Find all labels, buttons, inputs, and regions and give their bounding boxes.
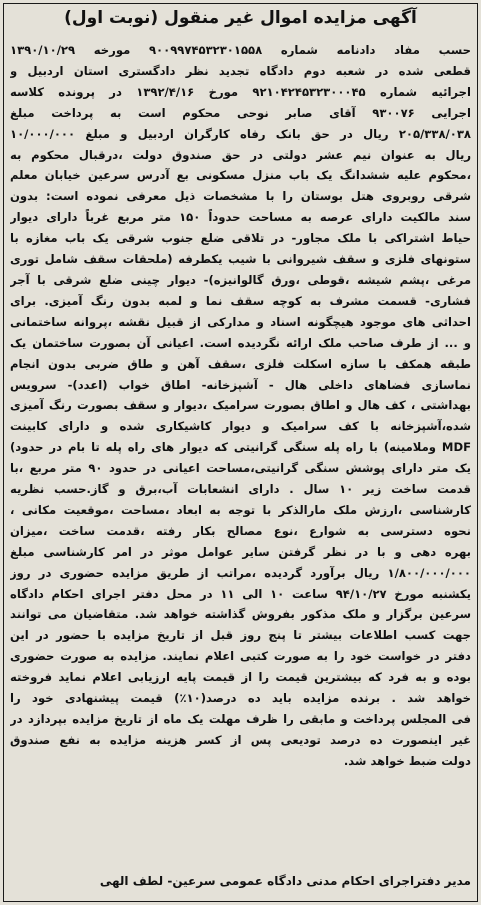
notice-line: فی المجلس پرداخت و مابقی را ظرف مهلت یک ماه از تاریخ مزایده بپردازد در <box>10 712 471 726</box>
notice-line: مرغی ،پشم شیشه ،قوطی ،ورق گالوانیزه)- دیوار چینی ضلع شرقی با آجر <box>10 272 471 287</box>
notice-line: سرعین برگزار و ملک مذکور بفروش گذاشته خواهد شد. متقاضیان می توانند <box>10 607 471 622</box>
notice-line: اجرایی ۹۳۰۰۷۶ آقای صابر نوحی محکوم است به پرداخت مبلغ <box>10 105 471 120</box>
notice-line: شده،آشپزخانه با کف سرامیک و دیوار کاشیکاری شده و دارای کابینت <box>10 419 471 434</box>
notice-signature: مدیر دفتراجرای احکام مدنی دادگاه عمومی سرعین- لطف الهی <box>99 874 471 888</box>
notice-line: قدمت ساخت زیر ۱۰ سال . دارای انشعابات آب،برق و گاز.حسب نظریه <box>10 482 471 497</box>
notice-line: دفتر در خواست خود را به صورت کتبی اعلام نمایند. مزایده به صورت حضوری <box>10 649 471 664</box>
notice-line: کارشناسی ،ارزش ملک مارالذکر با توجه به ابعاد ،مساحت ،موقعیت مکانی ، <box>10 502 471 517</box>
notice-line: ۲۰۵/۳۳۸/۰۳۸ ریال در حق بانک رفاه کارگران اردبیل و مبلغ ۱۰/۰۰۰/۰۰۰ <box>10 126 471 141</box>
notice-line: شرقی روبروی هتل بوستان را با مشخصات ذیل معرفی نموده است: بدون <box>10 189 471 204</box>
notice-line: اجرائیه شماره ۹۲۱۰۴۲۴۵۳۲۳۰۰۰۴۵ مورخ ۱۳۹۲/۴/۱۶ در پرونده کلاسه <box>10 84 471 99</box>
notice-line: غیر اینصورت ده درصد تودیعی پس از کسر هزینه مزایده به نفع صندوق <box>10 732 471 747</box>
notice-line: و ... از طرف صاحب ملک ارائه نگردیده است. اعیانی آن بصورت ساختمان یک <box>10 335 471 350</box>
notice-line: MDF وملامینه) با راه پله سنگی گرانیتی که دیوار های راه پله تا بام در حدود) <box>10 440 471 455</box>
notice-line: سند مالکیت دارای عرصه به مساحت حدوداً ۱۵۰ متر مربع غرباً دارای دیوار <box>10 210 471 225</box>
notice-line: ریال به عنوان نیم عشر دولتی در حق صندوق دولت ،درقبال محکوم به <box>10 147 471 162</box>
notice-line: احداثی های موجود هیچگونه اسناد و مدارکی از قبیل نقشه ،پروانه ساختمانی <box>10 314 471 329</box>
notice-line: طبقه همکف با سازه اسکلت فلزی ،سقف آهن و طاق ضربی بدون انجام <box>10 356 471 371</box>
notice-line: ،محکوم علیه ششدانگ یک باب منزل مسکونی بع آدرس سرعین خیابان معلم <box>10 168 471 183</box>
notice-line: ستونهای فلزی و سقف شیروانی با شیب یکطرفه (ملحقات سقف شامل توری <box>10 252 471 267</box>
notice-line: فشاری- قسمت مشرف به کوچه سقف نما و لمبه بدون رنگ آمیزی. برای <box>10 293 471 308</box>
notice-line: یک متر دارای پوشش سنگی گرانیتی،مساحت اعیانی در حدود ۹۰ متر مربع ،با <box>10 461 471 476</box>
notice-line: خواهد شد . برنده مزایده باید ده درصد(۱۰٪) قیمت پیشنهادی خود را <box>10 691 471 706</box>
notice-line: نماسازی فضاهای داخلی هال - آشپزخانه- اطاق خواب (اعدد)- سرویس <box>10 377 471 392</box>
notice-line: حسب مفاد دادنامه شماره ۹۰۰۹۹۷۴۵۳۲۳۰۱۵۵۸ مورخه ۱۳۹۰/۱۰/۲۹ <box>10 43 471 57</box>
notice-line: یکشنبه مورخ ۹۴/۱۰/۲۷ ساعت ۱۰ الی ۱۱ در محل دفتر اجرای احکام دادگاه <box>10 586 471 601</box>
notice-line: جهت کسب اطلاعات بیشتر تا پنج روز قبل از تاریخ مزایده با حضور در این <box>10 628 471 643</box>
notice-line: دولت ضبط خواهد شد. <box>343 753 471 768</box>
notice-line: بهره دهی و با در نظر گرفتن سایر عوامل موثر در امر کارشناسی مبلغ <box>10 544 471 559</box>
notice-title: آگهی مزایده اموال غیر منقول (نوبت اول) <box>64 8 417 28</box>
notice-line: قطعی شده در شعبه دوم دادگاه تجدید نظر دادگستری استان اردبیل و <box>10 63 471 78</box>
notice-line: حیاط اشتراکی با ملک مجاور- در تلاقی ضلع جنوب شرقی یک باب مغازه با <box>10 231 471 246</box>
notice-line: بهداشتی ، کف هال و اطاق بصورت سرامیک ،دیوار و سقف بصورت رنگ آمیزی <box>10 398 471 413</box>
notice-line: بوده و به فرد که بیشترین قیمت را از قیمت پایه ارزیابی اعلام نماید فروخته <box>10 670 471 685</box>
notice-body <box>10 40 471 772</box>
notice-line: نحوه دسترسی به شوارع ،نوع مصالح بکار رفته ،قدمت ساخت ،میزان <box>10 523 471 538</box>
notice-line: ۱/۸۰۰/۰۰۰/۰۰۰ ریال برآورد گردیده ،مراتب از طریق مزایده حضوری در روز <box>10 565 471 580</box>
